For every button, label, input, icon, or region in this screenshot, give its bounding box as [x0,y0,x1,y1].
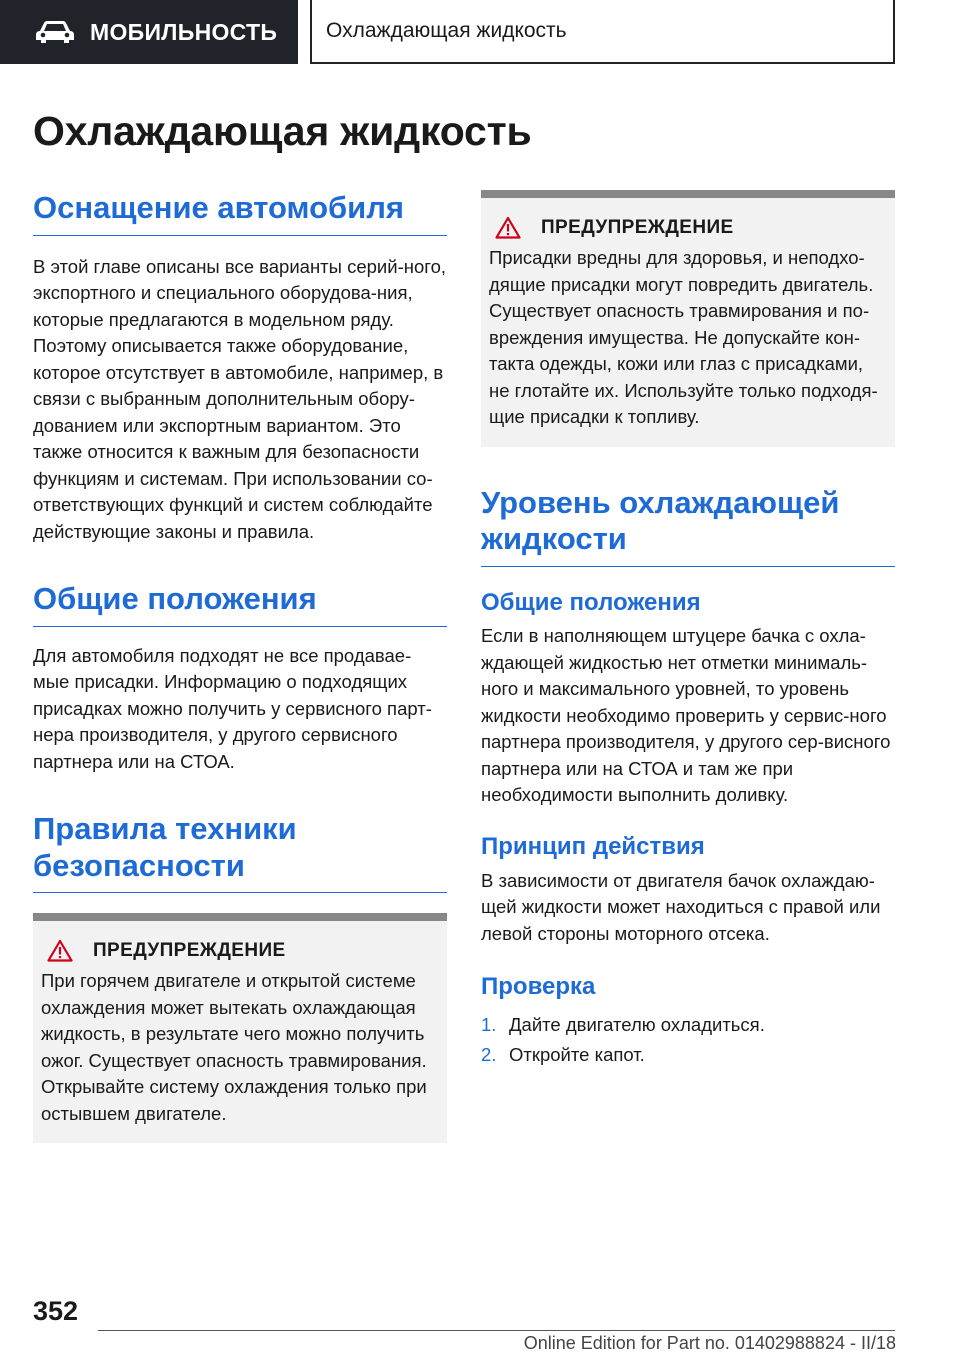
step-text: Дайте двигателю охладиться. [509,1014,765,1036]
warning-triangle-icon [47,939,73,962]
subheading-check: Проверка [481,973,596,1001]
breadcrumb: Охлаждающая жидкость [310,0,895,64]
list-item [481,1010,895,1040]
page-number: 352 [33,1296,79,1326]
warning-title: ПРЕДУПРЕЖДЕНИЕ [541,216,734,238]
level-general-text: Если в наполняющем штуцере бачка с охла-ждающей жидкостью нет отметки минималь-ного и максимального уровней, то уровень жидкости необходимо проверить у сервис-ного партнера производителя, у другого сер-висного партнера или на СТОА и там же при необходимости выполнить доливку. [481,625,891,806]
footer-edition: Online Edition for Part no. 01402988824 - II/18 [523,1333,896,1353]
subheading-general: Общие положения [481,588,701,616]
list-item [481,1040,895,1070]
equipment-text: В этой главе описаны все варианты серий-ного, экспортного и специального оборудова-ния, которые предлагаются в модельном ряду. Поэтому описывается также оборудование, которое отсутствует в автомобиле, например, в связи с выбранным дополнительным обору-дованием или экспортным вариантом. Это также относится к важным для безопасности функциям и системам. При использовании со-ответствующих функций и систем соблюдайте действующие законы и правила. [33,255,447,542]
warning-box-hot-engine [33,913,447,1143]
section-tab-label: МОБИЛЬНОСТЬ [90,18,278,45]
warning-header [495,216,883,239]
warning-text: При горячем двигателе и открытой системе охлаждения может вытекать охлаждающая жидкость, в результате чего можно получить ожог. Существует опасность травмирования. Открывайте систему охлаждения только при остывшем двигателе. [41,970,427,1124]
page-title: Охлаждающая жидкость [33,108,532,154]
section-heading-equipment: Оснащение автомобиля [33,190,447,236]
step-text: Откройте капот. [509,1044,645,1066]
warning-box-additives [481,190,895,447]
section-heading-safety: Правила техники безопасности [33,811,447,893]
section-heading-general: Общие положения [33,581,447,627]
general-text: Для автомобиля подходят не все продавае-мые присадки. Информацию о подходящих присадках можно получить у сервисного парт-нера производителя, у другого сервисного партнера или на СТОА. [33,644,432,772]
section-heading-coolant-level: Уровень охлаждающей жидкости [481,485,895,567]
car-icon [34,20,76,44]
step-number: 2. [481,1044,497,1066]
principle-text: В зависимости от двигателя бачок охлаждаю-щей жидкости может находиться с правой или левой стороны моторного отсека. [481,869,881,944]
step-number: 1. [481,1014,497,1036]
right-column [481,190,895,1070]
warning-triangle-icon [495,216,521,239]
subheading-principle: Принцип действия [481,832,705,860]
left-column [33,190,447,1143]
footer-divider [98,1330,895,1331]
check-steps-list [481,1010,895,1070]
warning-title: ПРЕДУПРЕЖДЕНИЕ [93,939,286,961]
warning-header [47,939,435,962]
section-tab [0,0,298,64]
warning-text: Присадки вредны для здоровья, и неподхо-дящие присадки могут повредить двигатель. Существует опасность травмирования и по-вреждения имущества. Не допускайте кон-такта одежды, кожи или глаз с присадками, не глотайте их. Используйте только подходя-щие присадки к топливу. [489,247,878,427]
